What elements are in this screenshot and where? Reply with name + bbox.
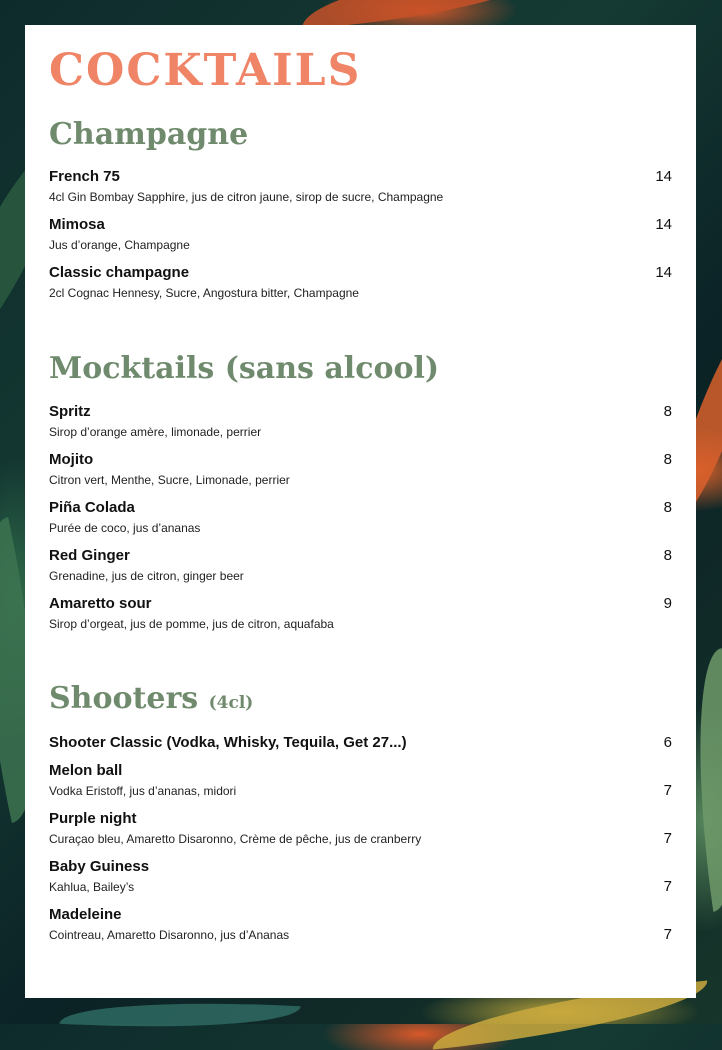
item-name: Spritz xyxy=(49,403,91,420)
item-price: 7 xyxy=(663,926,672,943)
item-name: Purple night xyxy=(49,810,137,827)
item-price: 14 xyxy=(655,168,672,185)
item-description: Curaçao bleu, Amaretto Disaronno, Crème de pêche, jus de cranberry xyxy=(49,832,422,846)
item-price: 8 xyxy=(663,451,672,468)
item-description: 4cl Gin Bombay Sapphire, jus de citron jaune, sirop de sucre, Champagne xyxy=(49,190,444,204)
section-title-text: Shooters xyxy=(49,681,199,716)
menu-item xyxy=(49,402,672,440)
item-description: Citron vert, Menthe, Sucre, Limonade, perrier xyxy=(49,473,290,487)
item-price: 7 xyxy=(663,830,672,847)
menu-item xyxy=(49,215,672,253)
item-price: 8 xyxy=(663,403,672,420)
item-price: 8 xyxy=(663,499,672,516)
section-subtitle: (4cl) xyxy=(208,693,254,713)
item-description: Vodka Eristoff, jus d’ananas, midori xyxy=(49,784,237,798)
menu-item xyxy=(49,450,672,488)
menu-item xyxy=(49,167,672,205)
menu-sheet xyxy=(25,25,696,998)
menu-item xyxy=(49,594,672,632)
item-name: Melon ball xyxy=(49,762,123,779)
item-name: Madeleine xyxy=(49,906,122,923)
item-price: 8 xyxy=(663,547,672,564)
item-name: Amaretto sour xyxy=(49,595,152,612)
item-description: 2cl Cognac Hennesy, Sucre, Angostura bitter, Champagne xyxy=(49,286,359,300)
item-name: Mojito xyxy=(49,451,94,468)
item-price: 6 xyxy=(663,734,672,751)
item-description: Kahlua, Bailey’s xyxy=(49,880,135,894)
item-name: Shooter Classic (Vodka, Whisky, Tequila, Get 27...) xyxy=(49,734,407,751)
section-title-shooters xyxy=(49,681,253,716)
item-price: 14 xyxy=(655,264,672,281)
menu-item xyxy=(49,761,672,799)
item-price: 7 xyxy=(663,782,672,799)
item-name: French 75 xyxy=(49,168,120,185)
item-description: Purée de coco, jus d’ananas xyxy=(49,521,201,535)
item-description: Grenadine, jus de citron, ginger beer xyxy=(49,569,244,583)
section-title-text: Champagne xyxy=(49,117,249,152)
section-title-champagne xyxy=(49,117,248,152)
item-description: Sirop d’orgeat, jus de pomme, jus de citron, aquafaba xyxy=(49,617,334,631)
item-name: Baby Guiness xyxy=(49,858,150,875)
section-title-mocktails xyxy=(49,351,439,386)
item-description: Jus d’orange, Champagne xyxy=(49,238,190,252)
menu-item xyxy=(49,905,672,943)
item-name: Mimosa xyxy=(49,216,105,233)
item-name: Piña Colada xyxy=(49,499,135,516)
item-name: Red Ginger xyxy=(49,547,130,564)
menu-item xyxy=(49,809,672,847)
menu-item xyxy=(49,857,672,895)
item-description: Cointreau, Amaretto Disaronno, jus d’Ananas xyxy=(49,928,290,942)
menu-item xyxy=(49,546,672,584)
menu-item xyxy=(49,263,672,301)
item-price: 9 xyxy=(663,595,672,612)
menu-item xyxy=(49,733,672,753)
page-title: COCKTAILS xyxy=(49,45,362,96)
section-title-text: Mocktails (sans alcool) xyxy=(49,351,440,386)
item-description: Sirop d’orange amère, limonade, perrier xyxy=(49,425,262,439)
menu-item xyxy=(49,498,672,536)
item-price: 7 xyxy=(663,878,672,895)
leaf-decoration xyxy=(59,994,300,1037)
item-name: Classic champagne xyxy=(49,264,190,281)
item-price: 14 xyxy=(655,216,672,233)
